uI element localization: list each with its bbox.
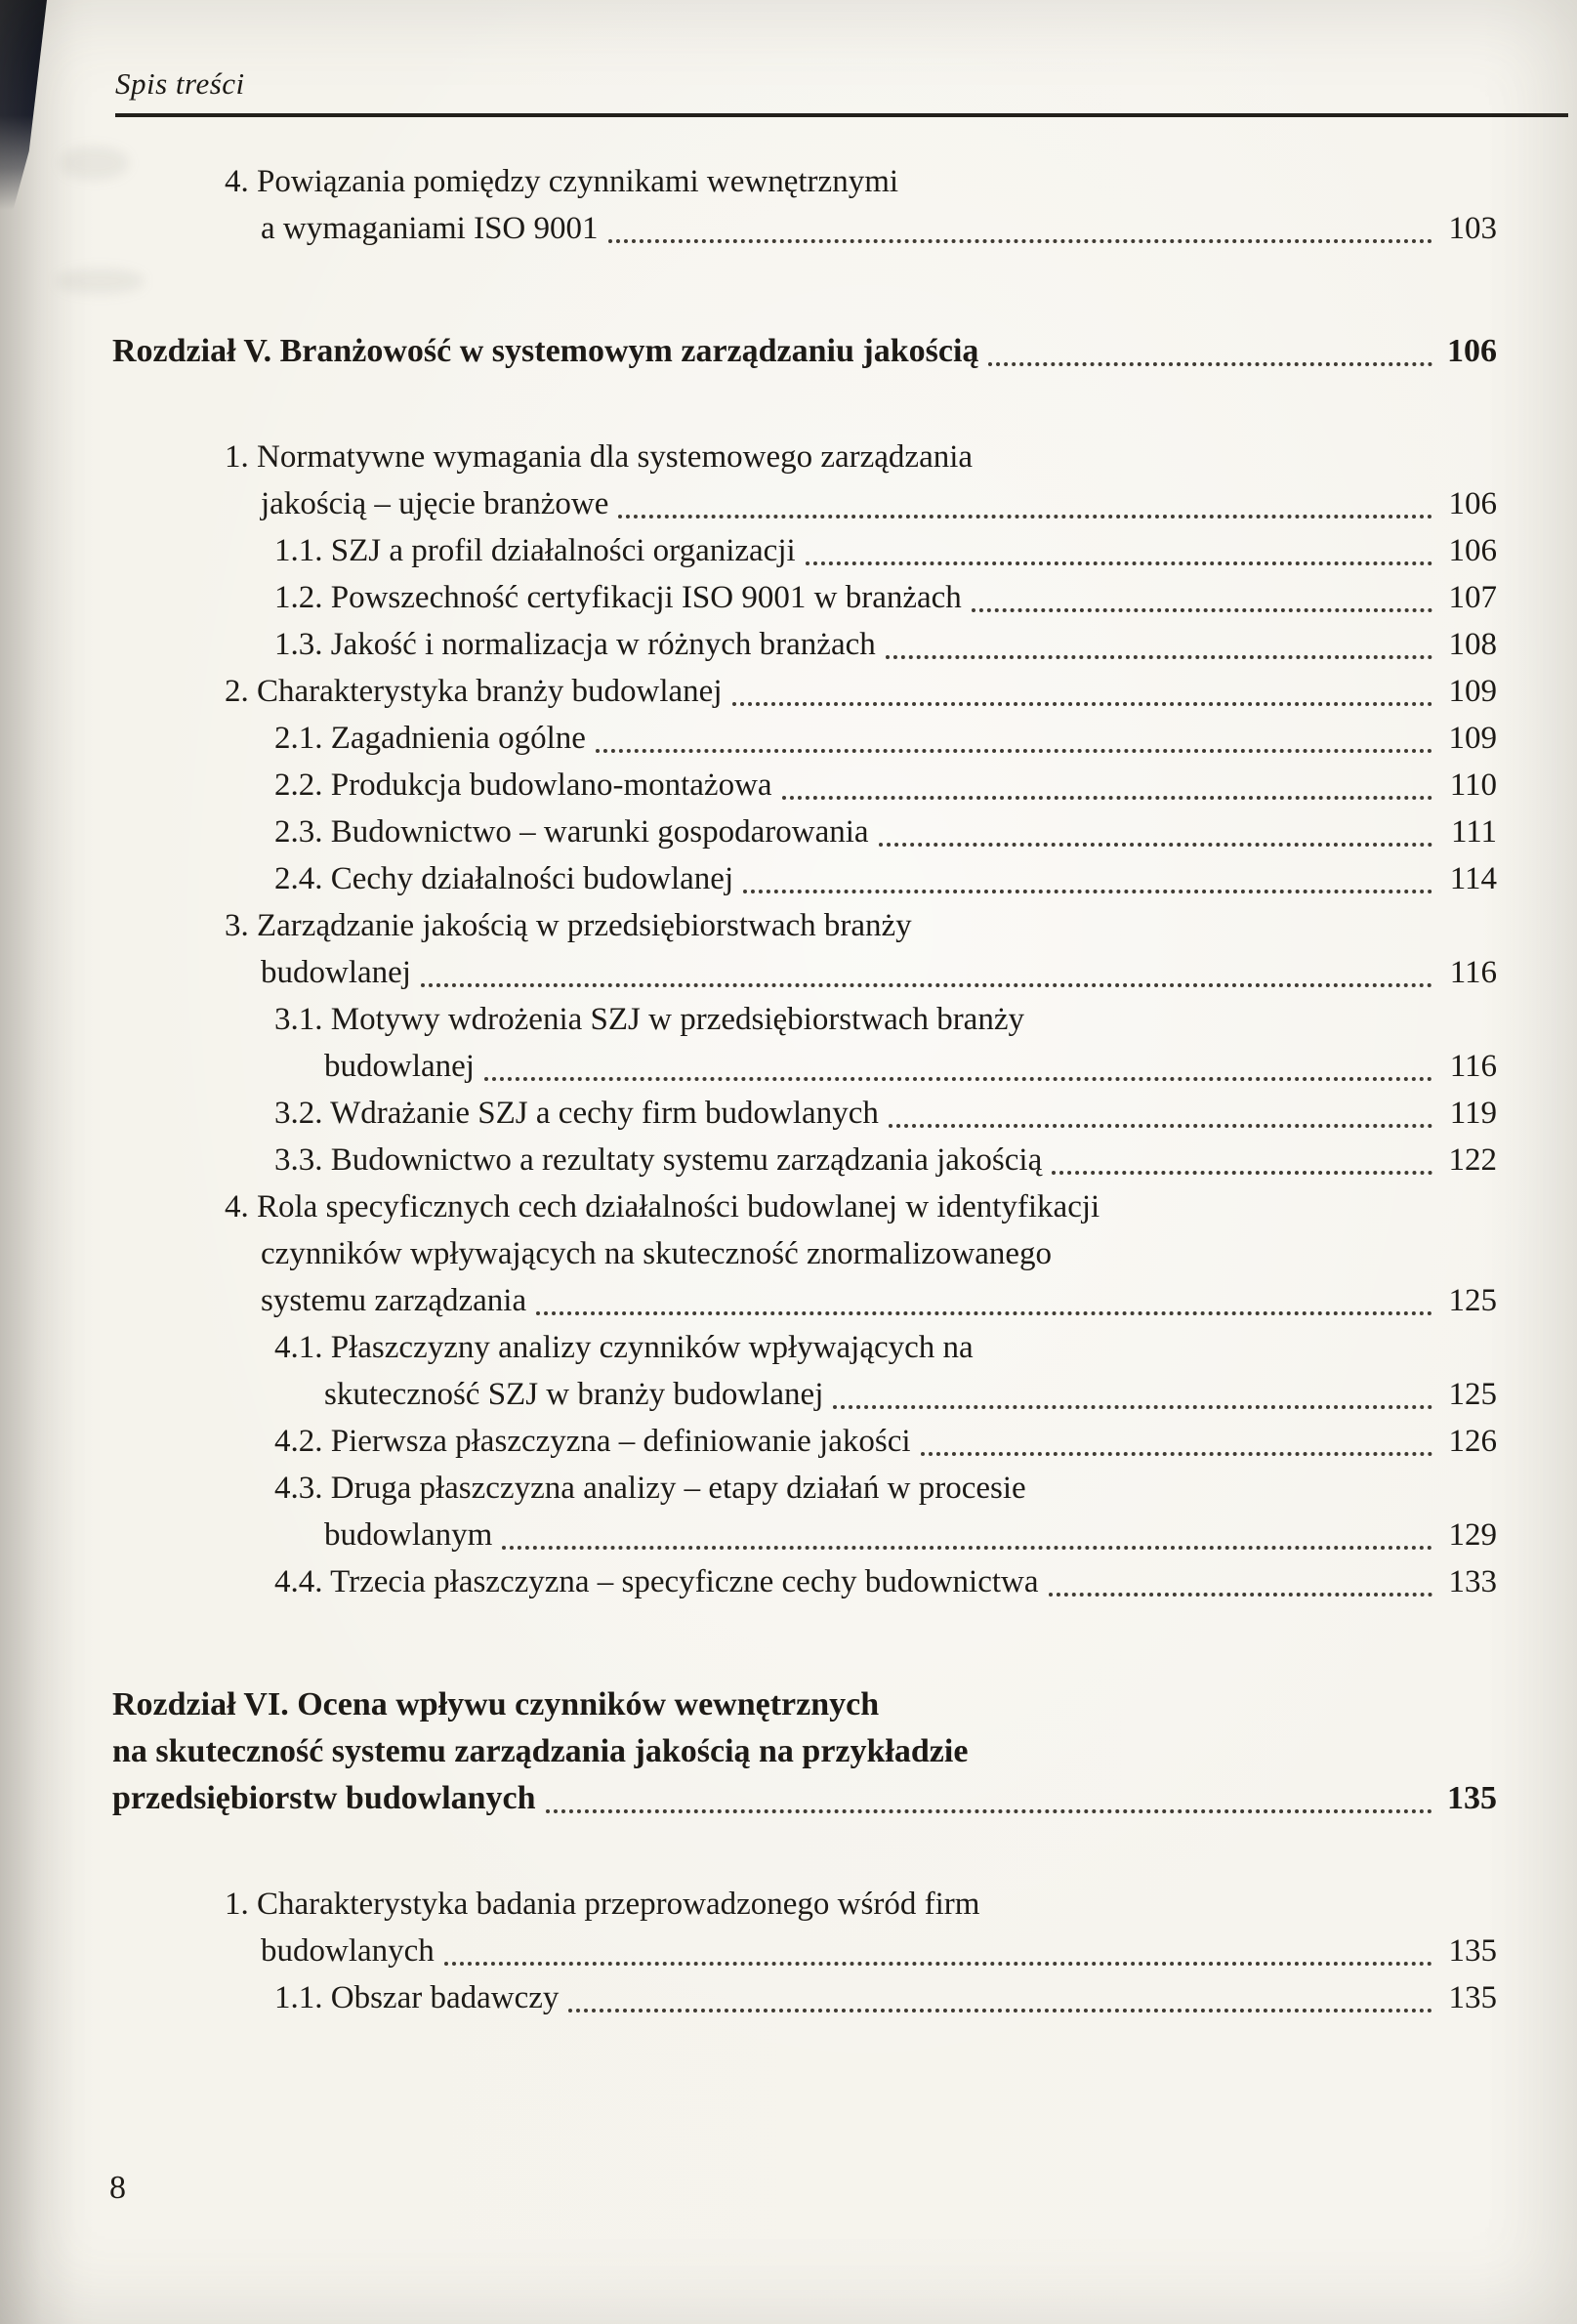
toc-entry bbox=[0, 715, 1497, 762]
toc-entry bbox=[0, 621, 1497, 668]
dot-leader bbox=[608, 239, 1432, 243]
toc-entry-line bbox=[0, 480, 1497, 527]
toc-entry-line bbox=[0, 1043, 1497, 1090]
toc-page-number: 116 bbox=[1449, 1049, 1497, 1084]
toc-entry bbox=[0, 1090, 1497, 1137]
toc-entry bbox=[0, 1465, 1497, 1558]
toc-entry-text: 1. Charakterystyka badania przeprowadzonego wśród firm bbox=[225, 1887, 980, 1922]
toc-entry-text: systemu zarządzania bbox=[261, 1283, 527, 1318]
page-header bbox=[115, 66, 1569, 117]
dot-leader bbox=[1052, 1171, 1432, 1175]
toc-page-number: 106 bbox=[1448, 486, 1497, 521]
toc-page-number: 107 bbox=[1448, 580, 1497, 615]
toc-entry bbox=[0, 668, 1497, 715]
dot-leader bbox=[833, 1405, 1432, 1409]
toc-entry bbox=[0, 996, 1497, 1090]
toc-entry-text: na skuteczność systemu zarządzania jakością na przykładzie bbox=[112, 1733, 969, 1769]
toc-entry-line bbox=[0, 902, 1497, 949]
toc-entry bbox=[0, 809, 1497, 855]
toc-entry bbox=[0, 1418, 1497, 1465]
toc-entry-text: jakością – ujęcie branżowe bbox=[261, 486, 609, 521]
toc-entry-text: 2.2. Produkcja budowlano-montażowa bbox=[274, 768, 772, 803]
toc-entry-line bbox=[0, 1137, 1497, 1183]
dot-leader bbox=[618, 515, 1432, 519]
toc-page-number: 125 bbox=[1448, 1377, 1497, 1412]
toc-entry bbox=[0, 574, 1497, 621]
dot-leader bbox=[972, 608, 1432, 612]
toc-entry-line bbox=[0, 574, 1497, 621]
toc-entry-text: 1.2. Powszechność certyfikacji ISO 9001 w branżach bbox=[274, 580, 962, 615]
toc-entry bbox=[0, 1137, 1497, 1183]
toc-entry-line bbox=[0, 1681, 1497, 1728]
toc-entry-text: Rozdział VI. Ocena wpływu czynników wewnętrznych bbox=[112, 1686, 880, 1722]
toc-entry-text: 3.3. Budownictwo a rezultaty systemu zarządzania jakością bbox=[274, 1142, 1043, 1178]
toc-entry-line bbox=[0, 1512, 1497, 1558]
toc-page-number: 122 bbox=[1448, 1142, 1497, 1178]
dot-leader bbox=[988, 362, 1432, 366]
toc-entry-text: 4.1. Płaszczyzny analizy czynników wpływających na bbox=[274, 1330, 974, 1365]
toc-entry-line bbox=[0, 855, 1497, 902]
toc-entry-text: skuteczność SZJ w branży budowlanej bbox=[324, 1377, 824, 1412]
toc-entry-text: 3.2. Wdrażanie SZJ a cechy firm budowlanych bbox=[274, 1096, 879, 1131]
dot-leader bbox=[444, 1962, 1432, 1966]
page-header-title: Spis treści bbox=[115, 66, 245, 101]
toc-page-number: 135 bbox=[1448, 1980, 1497, 2015]
toc-entry-line bbox=[0, 668, 1497, 715]
toc-entry-text: 1.1. Obszar badawczy bbox=[274, 1980, 560, 2015]
dot-leader bbox=[886, 655, 1432, 659]
toc-entry-text: 2.4. Cechy działalności budowlanej bbox=[274, 861, 734, 896]
dot-leader bbox=[421, 983, 1432, 987]
toc-chapter-entry bbox=[0, 328, 1497, 375]
toc-entry-text: 4.3. Druga płaszczyzna analizy – etapy działań w procesie bbox=[274, 1471, 1026, 1506]
toc-entry bbox=[0, 855, 1497, 902]
toc-entry-text: budowlanych bbox=[261, 1933, 435, 1969]
toc-entry-line bbox=[0, 1371, 1497, 1418]
dot-leader bbox=[568, 2009, 1432, 2013]
toc-page-number: 126 bbox=[1448, 1424, 1497, 1459]
toc-entry-line bbox=[0, 1728, 1497, 1775]
toc-entry-line bbox=[0, 1974, 1497, 2021]
toc-entry-text: 3.1. Motywy wdrożenia SZJ w przedsiębiorstwach branży bbox=[274, 1002, 1024, 1037]
dot-leader bbox=[743, 890, 1432, 893]
toc-entry-line bbox=[0, 1324, 1497, 1371]
toc-entry-text: budowlanej bbox=[324, 1049, 475, 1084]
toc-entry-text: 2.3. Budownictwo – warunki gospodarowania bbox=[274, 814, 869, 850]
dot-leader bbox=[806, 561, 1432, 565]
toc-entry-text: 3. Zarządzanie jakością w przedsiębiorstwach branży bbox=[225, 908, 912, 943]
toc-entry bbox=[0, 527, 1497, 574]
toc-entry-line bbox=[0, 762, 1497, 809]
dot-leader bbox=[596, 749, 1432, 753]
toc-entry-line bbox=[0, 1183, 1497, 1230]
toc-entry bbox=[0, 1324, 1497, 1418]
toc-entry-text: czynników wpływających na skuteczność znormalizowanego bbox=[261, 1236, 1053, 1271]
toc-entry-text: budowlanym bbox=[324, 1517, 493, 1553]
toc-entry-text: 2. Charakterystyka branży budowlanej bbox=[225, 674, 723, 709]
dot-leader bbox=[1049, 1593, 1432, 1597]
toc-page-number: 108 bbox=[1448, 627, 1497, 662]
toc-page-number: 106 bbox=[1447, 333, 1497, 369]
toc-entry-text: 4. Rola specyficznych cech działalności budowlanej w identyfikacji bbox=[225, 1189, 1100, 1224]
toc-entry-line bbox=[0, 158, 1497, 205]
toc-entry-line bbox=[0, 996, 1497, 1043]
toc-page-number: 109 bbox=[1448, 721, 1497, 756]
dot-leader bbox=[921, 1452, 1432, 1456]
dot-leader bbox=[732, 702, 1432, 706]
toc-entry-line bbox=[0, 621, 1497, 668]
toc-entry-line bbox=[0, 1090, 1497, 1137]
toc-entry-line bbox=[0, 1230, 1497, 1277]
toc-entry-line bbox=[0, 1558, 1497, 1605]
dot-leader bbox=[546, 1809, 1432, 1813]
toc-entry-line bbox=[0, 1881, 1497, 1928]
toc-entry-line bbox=[0, 949, 1497, 996]
toc-page-number: 106 bbox=[1448, 533, 1497, 568]
toc-entry-text: 2.1. Zagadnienia ogólne bbox=[274, 721, 586, 756]
dot-leader bbox=[484, 1077, 1432, 1081]
toc-page-number: 119 bbox=[1449, 1096, 1497, 1131]
toc-entry-text: 1.1. SZJ a profil działalności organizacji bbox=[274, 533, 796, 568]
toc-entry-text: a wymaganiami ISO 9001 bbox=[261, 211, 599, 246]
toc-chapter-entry bbox=[0, 1681, 1497, 1822]
footer-page-number: 8 bbox=[109, 2170, 126, 2206]
toc-entry-text: przedsiębiorstw budowlanych bbox=[112, 1780, 536, 1816]
toc-entry-line bbox=[0, 1465, 1497, 1512]
toc-entry-line bbox=[0, 434, 1497, 480]
dot-leader bbox=[889, 1124, 1432, 1128]
toc-entry bbox=[0, 762, 1497, 809]
dot-leader bbox=[879, 843, 1432, 847]
toc-entry bbox=[0, 1881, 1497, 1974]
toc-entry-text: Rozdział V. Branżowość w systemowym zarządzaniu jakością bbox=[112, 333, 979, 369]
toc-entry-text: 1.3. Jakość i normalizacja w różnych branżach bbox=[274, 627, 876, 662]
toc-page-number: 103 bbox=[1448, 211, 1497, 246]
toc-entry bbox=[0, 158, 1497, 252]
toc-entry-line bbox=[0, 1928, 1497, 1974]
header-rule bbox=[115, 113, 1568, 117]
toc-entry-line bbox=[0, 527, 1497, 574]
toc-entry bbox=[0, 434, 1497, 527]
toc-entry-line bbox=[0, 809, 1497, 855]
toc-page-number: 111 bbox=[1450, 814, 1497, 850]
dot-leader bbox=[502, 1546, 1432, 1550]
toc-entry-text: 4. Powiązania pomiędzy czynnikami wewnętrznymi bbox=[225, 164, 899, 199]
toc-page-number: 114 bbox=[1449, 861, 1497, 896]
toc-page-number: 125 bbox=[1448, 1283, 1497, 1318]
dot-leader bbox=[782, 796, 1432, 800]
toc-list bbox=[0, 158, 1497, 2021]
toc-page-number: 133 bbox=[1448, 1564, 1497, 1599]
toc-entry-text: 1. Normatywne wymagania dla systemowego zarządzania bbox=[225, 439, 974, 475]
toc-entry-line bbox=[0, 1277, 1497, 1324]
toc-entry-line bbox=[0, 328, 1497, 375]
toc-page-number: 116 bbox=[1449, 955, 1497, 990]
toc-page-number: 129 bbox=[1448, 1517, 1497, 1553]
toc-entry bbox=[0, 1183, 1497, 1324]
toc-entry-text: 4.2. Pierwsza płaszczyzna – definiowanie jakości bbox=[274, 1424, 911, 1459]
toc-entry-line bbox=[0, 205, 1497, 252]
toc-entry bbox=[0, 1974, 1497, 2021]
toc-entry-line bbox=[0, 1775, 1497, 1822]
dot-leader bbox=[536, 1311, 1432, 1315]
toc-page-number: 135 bbox=[1447, 1780, 1497, 1816]
toc-entry-text: budowlanej bbox=[261, 955, 411, 990]
toc-entry-line bbox=[0, 715, 1497, 762]
toc-entry bbox=[0, 902, 1497, 996]
toc-entry-line bbox=[0, 1418, 1497, 1465]
toc-page-number: 109 bbox=[1448, 674, 1497, 709]
toc-entry-text: 4.4. Trzecia płaszczyzna – specyficzne cechy budownictwa bbox=[274, 1564, 1039, 1599]
toc-page-number: 135 bbox=[1448, 1933, 1497, 1969]
toc-entry bbox=[0, 1558, 1497, 1605]
toc-page-number: 110 bbox=[1449, 768, 1497, 803]
